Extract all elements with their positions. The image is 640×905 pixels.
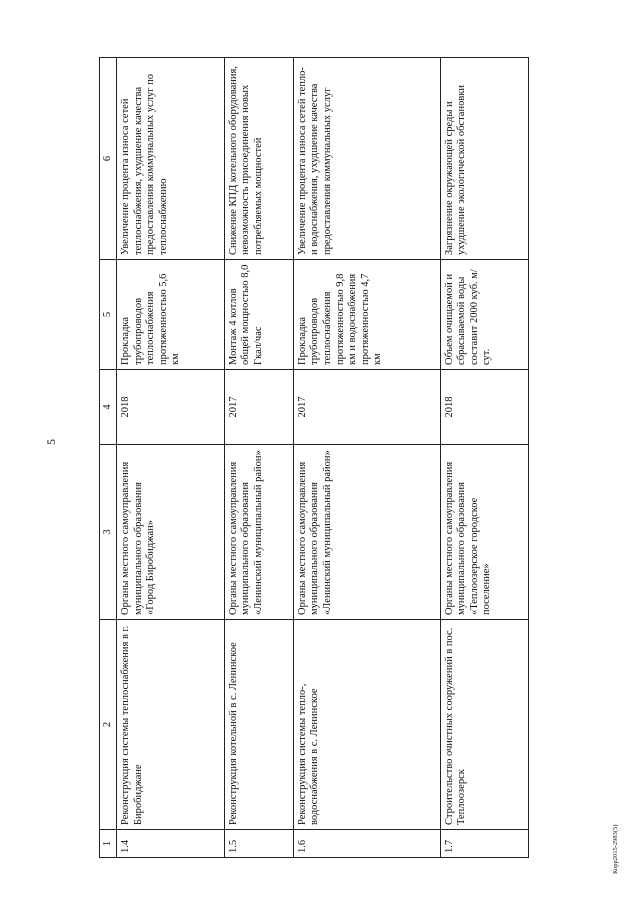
table-row xyxy=(224,58,293,858)
header-col-4: 4 xyxy=(100,370,117,445)
measures-table-container xyxy=(99,58,529,858)
measure-name: Строительство очистных сооружений в пос. Теплоозерск xyxy=(440,620,528,830)
table-row xyxy=(117,58,225,858)
header-col-5: 5 xyxy=(100,260,117,370)
consequences: Загрязнение окружающей среды и ухудшение экологической обстановки xyxy=(440,58,528,260)
expected-result: Монтаж 4 котлов общей мощностью 8,0 Гкал/час xyxy=(224,260,293,370)
expected-result: Прокладка трубопроводов теплоснабжения протяженностью 9,8 км и водоснабжения протяженностью 4,7 км xyxy=(293,260,440,370)
executor: Органы местного самоуправления муниципального образования «Ленинский муниципальный район» xyxy=(293,445,440,620)
row-number: 1.4 xyxy=(117,830,225,858)
expected-result: Прокладка трубопроводов теплоснабжения протяженностью 5,6 км xyxy=(117,260,225,370)
expected-result: Объем очищаемой и сбрасываемой воды составит 2000 куб. м/сут. xyxy=(440,260,528,370)
consequences: Увеличение процента износа сетей тепло- и водоснабжения, ухудшение качества предоставления коммунальных услуг xyxy=(293,58,440,260)
executor: Органы местного самоуправления муниципального образования «Ленинский муниципальный район» xyxy=(224,445,293,620)
document-code: Корр2015-2983(5) xyxy=(612,824,619,874)
header-col-3: 3 xyxy=(100,445,117,620)
consequences: Снижение КПД котельного оборудования, невозможность присоединения новых потребляемых мощностей xyxy=(224,58,293,260)
table-row xyxy=(440,58,528,858)
header-col-1: 1 xyxy=(100,830,117,858)
executor: Органы местного самоуправления муниципального образования «Теплоозерское городское поселение» xyxy=(440,445,528,620)
row-number: 1.7 xyxy=(440,830,528,858)
measure-name: Реконструкция котельной в с. Ленинское xyxy=(224,620,293,830)
measure-name: Реконструкция системы тепло-, водоснабжения в с. Ленинское xyxy=(293,620,440,830)
year: 2018 xyxy=(117,370,225,445)
page-number: 5 xyxy=(44,439,58,445)
table-header-row xyxy=(100,58,117,858)
measures-table xyxy=(99,57,529,858)
header-col-2: 2 xyxy=(100,620,117,830)
table-row xyxy=(293,58,440,858)
row-number: 1.6 xyxy=(293,830,440,858)
year: 2017 xyxy=(224,370,293,445)
year: 2017 xyxy=(293,370,440,445)
row-number: 1.5 xyxy=(224,830,293,858)
header-col-6: 6 xyxy=(100,58,117,260)
measure-name: Реконструкция системы теплоснабжения в г. Биробиджане xyxy=(117,620,225,830)
consequences: Увеличение процента износа сетей теплоснабжения, ухудшение качества предоставления коммунальных услуг по теплоснабжению xyxy=(117,58,225,260)
year: 2018 xyxy=(440,370,528,445)
executor: Органы местного самоуправления муниципального образования «Город Биробиджан» xyxy=(117,445,225,620)
